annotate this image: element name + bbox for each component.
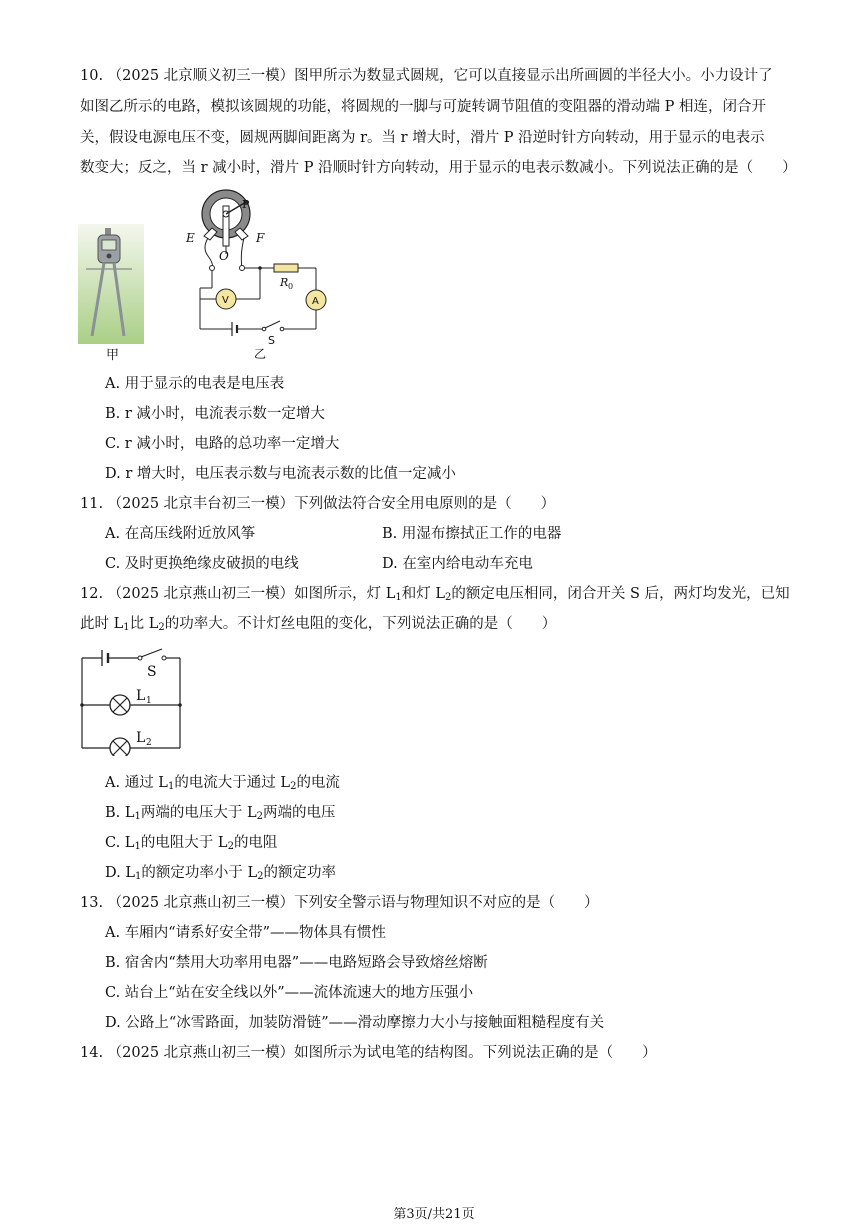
label-F: F — [256, 231, 265, 245]
figure-jia-label: 甲 — [106, 348, 120, 363]
q10-stem-line-3: 关，假设电源电压不变，圆规两脚间距离为 r。当 r 增大时，滑片 P 沿逆时针方向转动，用于显示的电表示 — [80, 130, 765, 146]
lamp-1-subscript: 1 — [146, 696, 152, 706]
parallel-lamps-circuit-figure — [78, 644, 188, 756]
q14-stem: 14. （2025 北京燕山初三一模）如图所示为试电笔的结构图。下列说法正确的是（ ） — [80, 1045, 657, 1061]
digital-compass-figure — [78, 224, 144, 344]
q10-option-c: C. r 减小时，电路的总功率一定增大 — [105, 436, 340, 452]
label-O: O — [219, 249, 229, 263]
q10-option-b: B. r 减小时，电流表示数一定增大 — [105, 406, 325, 422]
lamp-2-subscript: 2 — [146, 738, 152, 748]
q13-option-c: C. 站台上“站在安全线以外”——流体流速大的地方压强小 — [105, 985, 474, 1001]
q10-stem-line-1: 10. （2025 北京顺义初三一模）图甲所示为数显式圆规，它可以直接显示出所画圆的半径大小。小力设计了 — [80, 68, 773, 84]
q11-stem: 11. （2025 北京丰台初三一模）下列做法符合安全用电原则的是（ ） — [80, 496, 556, 512]
switch-label: S — [268, 334, 275, 347]
q12-option-c: C. $L_1$的电阻大于 $L_2$的电阻 — [105, 835, 278, 852]
page-number-footer: 第3页/共21页 — [393, 1207, 475, 1222]
q12-option-d: D. $L_1$的额定功率小于 $L_2$的额定功率 — [105, 865, 336, 882]
switch-label: S — [147, 664, 157, 680]
lamp-1-label: L — [136, 688, 146, 704]
rheostat-circuit-figure — [184, 184, 334, 360]
q10-stem-line-2: 如图乙所示的电路，模拟该圆规的功能，将圆规的一脚与可旋转调节阻值的变阻器的滑动端 P 相连，闭合开 — [80, 99, 766, 115]
label-E: E — [186, 231, 195, 245]
lamp-2-label: L — [136, 730, 146, 746]
q11-option-a: A. 在高压线附近放风筝 — [105, 526, 256, 542]
q13-option-b: B. 宿舍内“禁用大功率用电器”——电路短路会导致熔丝熔断 — [105, 955, 488, 971]
q12-option-b: B. $L_1$两端的电压大于 $L_2$两端的电压 — [105, 805, 336, 822]
q12-stem-line-2: 此时 $L_1$比 $L_2$的功率大。不计灯丝电阻的变化，下列说法正确的是（ ） — [80, 616, 557, 633]
q10-stem-line-4: 数变大；反之，当 r 减小时，滑片 P 沿顺时针方向转动，用于显示的电表示数减小。下列说法正确的是（ ） — [80, 160, 797, 176]
figure-yi-label: 乙 — [254, 347, 267, 360]
q10-option-a: A. 用于显示的电表是电压表 — [105, 376, 285, 392]
q10-option-d: D. r 增大时，电压表示数与电流表示数的比值一定减小 — [105, 466, 456, 482]
q13-option-d: D. 公路上“冰雪路面，加装防滑链”——滑动摩擦力大小与接触面粗糙程度有关 — [105, 1015, 605, 1031]
q11-option-c: C. 及时更换绝缘皮破损的电线 — [105, 556, 299, 572]
q12-option-a: A. 通过 $L_1$的电流大于通过 $L_2$的电流 — [105, 775, 340, 792]
q11-option-b: B. 用湿布擦拭正工作的电器 — [382, 526, 562, 542]
ammeter-label: A — [312, 296, 319, 307]
voltmeter-label: V — [222, 295, 229, 306]
label-R0-subscript: 0 — [288, 282, 294, 291]
q13-option-a: A. 车厢内“请系好安全带”——物体具有惯性 — [105, 925, 387, 941]
q12-stem-line-1: 12. （2025 北京燕山初三一模）如图所示，灯 $L_1$和灯 $L_2$的额定电压相同，闭合开关 S 后，两灯均发光，已知 — [80, 586, 790, 603]
q11-option-d: D. 在室内给电动车充电 — [382, 556, 533, 572]
label-P: P — [242, 198, 250, 211]
q13-stem: 13. （2025 北京燕山初三一模）下列安全警示语与物理知识不对应的是（ ） — [80, 895, 599, 911]
label-R0: R — [280, 276, 289, 289]
